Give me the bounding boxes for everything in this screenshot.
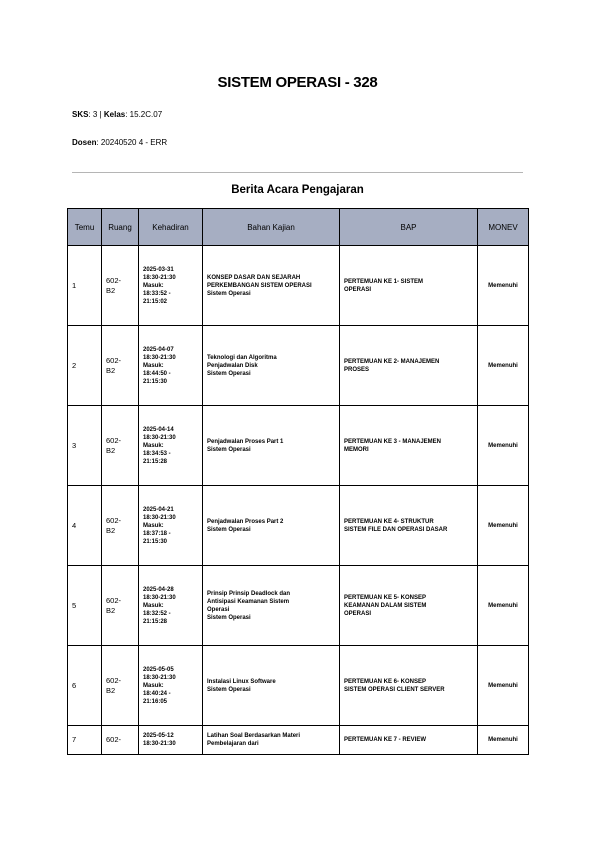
bap-line: KEAMANAN DALAM SISTEM: [344, 602, 427, 609]
kehadiran-line: 18:30-21:30: [143, 514, 176, 521]
cell-kehadiran: [139, 726, 203, 755]
section-title: Berita Acara Pengajaran: [231, 184, 364, 196]
cell-ruang: [102, 326, 139, 406]
table-row: [68, 486, 529, 566]
divider: [72, 172, 523, 173]
bap-line: PERTEMUAN KE 3 - MANAJEMEN: [344, 438, 442, 445]
cell-ruang: [102, 646, 139, 726]
cell-bahan-kajian: [203, 246, 340, 326]
bahan-line: Latihan Soal Berdasarkan Materi: [207, 733, 301, 739]
kehadiran-line: 18:40:24 -: [143, 690, 171, 697]
bap-line: PERTEMUAN KE 5- KONSEP: [344, 594, 427, 601]
bap-line: PROSES: [344, 366, 370, 373]
bahan-line: Sistem Operasi: [207, 446, 251, 453]
ruang-line: 602-: [106, 515, 122, 525]
lecturer-meta: [72, 138, 167, 147]
bap-line: PERTEMUAN KE 2- MANAJEMEN: [344, 358, 440, 365]
kehadiran-line: 21:15:30: [143, 378, 168, 385]
kehadiran-line: 18:34:53 -: [143, 450, 171, 457]
kehadiran-line: 18:37:18 -: [143, 530, 171, 537]
table-row: [68, 326, 529, 406]
header-temu: Temu: [68, 209, 102, 246]
kehadiran-line: 2025-04-14: [143, 426, 174, 433]
table-header-row: [68, 209, 529, 246]
cell-temu: 7: [68, 726, 102, 755]
page-title: SISTEM OPERASI - 328: [217, 74, 378, 91]
kehadiran-line: 18:30-21:30: [143, 274, 176, 281]
bap-line: PERTEMUAN KE 7 - REVIEW: [344, 737, 427, 743]
kehadiran-line: 21:16:05: [143, 698, 168, 705]
bap-line: PERTEMUAN KE 1- SISTEM: [344, 278, 424, 285]
kehadiran-line: 21:15:30: [143, 538, 168, 545]
bap-line: PERTEMUAN KE 4- STRUKTUR: [344, 518, 434, 525]
bahan-line: Teknologi dan Algoritma: [207, 354, 277, 361]
kelas-value: : 15.2C.07: [125, 110, 163, 119]
table-row: [68, 406, 529, 486]
ruang-line: 602-: [106, 595, 122, 605]
course-meta: [72, 110, 162, 119]
bap-line: SISTEM OPERASI CLIENT SERVER: [344, 686, 445, 693]
bahan-line: PERKEMBANGAN SISTEM OPERASI: [207, 282, 312, 289]
bahan-line: Sistem Operasi: [207, 370, 251, 377]
cell-bap: [340, 646, 478, 726]
bahan-line: Penjadwalan Disk: [207, 362, 258, 369]
cell-kehadiran: [139, 326, 203, 406]
cell-temu: 5: [68, 566, 102, 646]
cell-temu: 2: [68, 326, 102, 406]
table-body: [68, 246, 529, 755]
header-bap: BAP: [340, 209, 478, 246]
bap-line: PERTEMUAN KE 6- KONSEP: [344, 678, 427, 685]
ruang-line: B2: [106, 605, 116, 615]
kehadiran-line: 21:15:28: [143, 458, 168, 465]
bap-line: SISTEM FILE DAN OPERASI DASAR: [344, 526, 448, 533]
cell-kehadiran: [139, 486, 203, 566]
kehadiran-line: 2025-05-12: [143, 733, 174, 739]
cell-kehadiran: [139, 246, 203, 326]
ruang-line: 602-: [106, 275, 122, 285]
cell-bahan-kajian: [203, 566, 340, 646]
ruang-line: 602-: [106, 435, 122, 445]
cell-kehadiran: [139, 566, 203, 646]
ruang-line: B2: [106, 285, 116, 295]
cell-monev: Memenuhi: [478, 246, 529, 326]
kehadiran-line: 18:30-21:30: [143, 594, 176, 601]
cell-bahan-kajian: [203, 726, 340, 755]
kehadiran-line: Masuk:: [143, 522, 164, 529]
header-ruang: Ruang: [102, 209, 139, 246]
bahan-line: Prinsip Prinsip Deadlock dan: [207, 590, 291, 597]
cell-ruang: [102, 486, 139, 566]
sks-value: : 3 |: [88, 110, 104, 119]
bahan-line: Penjadwalan Proses Part 2: [207, 518, 284, 525]
cell-ruang: [102, 406, 139, 486]
bahan-line: Pembelajaran dari: [207, 741, 259, 747]
kehadiran-line: 2025-03-31: [143, 266, 174, 273]
cell-bap: [340, 246, 478, 326]
kehadiran-line: 18:30-21:30: [143, 354, 176, 361]
table-row: [68, 246, 529, 326]
sks-label: SKS: [72, 110, 89, 119]
dosen-value: : 20240520 4 - ERR: [96, 138, 168, 147]
kehadiran-line: Masuk:: [143, 282, 164, 289]
kehadiran-line: Masuk:: [143, 362, 164, 369]
cell-bahan-kajian: [203, 486, 340, 566]
ruang-line: B2: [106, 445, 116, 455]
cell-bap: [340, 486, 478, 566]
bap-line: MEMORI: [344, 446, 369, 453]
kehadiran-line: 21:15:02: [143, 298, 168, 305]
ruang-line: B2: [106, 685, 116, 695]
kehadiran-line: 18:30-21:30: [143, 741, 176, 747]
kehadiran-line: 2025-04-07: [143, 346, 174, 353]
kehadiran-line: 2025-04-28: [143, 586, 174, 593]
kehadiran-line: 18:33:52 -: [143, 290, 171, 297]
bahan-line: Sistem Operasi: [207, 686, 251, 693]
table-row: [68, 726, 529, 755]
cell-kehadiran: [139, 646, 203, 726]
attendance-table: [67, 208, 529, 755]
cell-bahan-kajian: [203, 326, 340, 406]
bap-line: OPERASI: [344, 610, 372, 617]
bahan-line: Sistem Operasi: [207, 526, 251, 533]
bahan-line: KONSEP DASAR DAN SEJARAH: [207, 274, 301, 281]
table-row: [68, 566, 529, 646]
kelas-label: Kelas: [103, 110, 126, 119]
cell-bap: [340, 566, 478, 646]
cell-temu: 3: [68, 406, 102, 486]
kehadiran-line: 18:30-21:30: [143, 434, 176, 441]
bahan-line: Instalasi Linux Software: [207, 678, 276, 685]
cell-monev: Memenuhi: [478, 326, 529, 406]
cell-monev: Memenuhi: [478, 726, 529, 755]
kehadiran-line: 21:15:28: [143, 618, 168, 625]
table-row: [68, 646, 529, 726]
header-monev: MONEV: [478, 209, 529, 246]
cell-monev: Memenuhi: [478, 646, 529, 726]
bap-line: OPERASI: [344, 286, 372, 293]
cell-bap: [340, 726, 478, 755]
cell-ruang: [102, 246, 139, 326]
cell-monev: Memenuhi: [478, 406, 529, 486]
kehadiran-line: 18:32:52 -: [143, 610, 171, 617]
bahan-line: Operasi: [207, 606, 230, 613]
cell-monev: Memenuhi: [478, 566, 529, 646]
cell-bap: [340, 326, 478, 406]
cell-temu: 4: [68, 486, 102, 566]
cell-ruang: [102, 726, 139, 755]
header-kehadiran: Kehadiran: [139, 209, 203, 246]
bahan-line: Sistem Operasi: [207, 614, 251, 621]
cell-kehadiran: [139, 406, 203, 486]
cell-bahan-kajian: [203, 406, 340, 486]
cell-bahan-kajian: [203, 646, 340, 726]
cell-ruang: [102, 566, 139, 646]
kehadiran-line: Masuk:: [143, 442, 164, 449]
bahan-line: Antisipasi Keamanan Sistem: [207, 598, 290, 605]
ruang-line: 602-: [106, 355, 122, 365]
kehadiran-line: Masuk:: [143, 682, 164, 689]
ruang-line: 602-: [106, 735, 122, 744]
dosen-label: Dosen: [72, 138, 97, 147]
cell-temu: 1: [68, 246, 102, 326]
bahan-line: Sistem Operasi: [207, 290, 251, 297]
cell-temu: 6: [68, 646, 102, 726]
cell-bap: [340, 406, 478, 486]
ruang-line: B2: [106, 525, 116, 535]
cell-monev: Memenuhi: [478, 486, 529, 566]
kehadiran-line: Masuk:: [143, 602, 164, 609]
kehadiran-line: 18:44:50 -: [143, 370, 171, 377]
kehadiran-line: 2025-04-21: [143, 506, 174, 513]
ruang-line: B2: [106, 365, 116, 375]
ruang-line: 602-: [106, 675, 122, 685]
kehadiran-line: 2025-05-05: [143, 666, 174, 673]
header-bahan-kajian: Bahan Kajian: [203, 209, 340, 246]
kehadiran-line: 18:30-21:30: [143, 674, 176, 681]
bahan-line: Penjadwalan Proses Part 1: [207, 438, 284, 445]
